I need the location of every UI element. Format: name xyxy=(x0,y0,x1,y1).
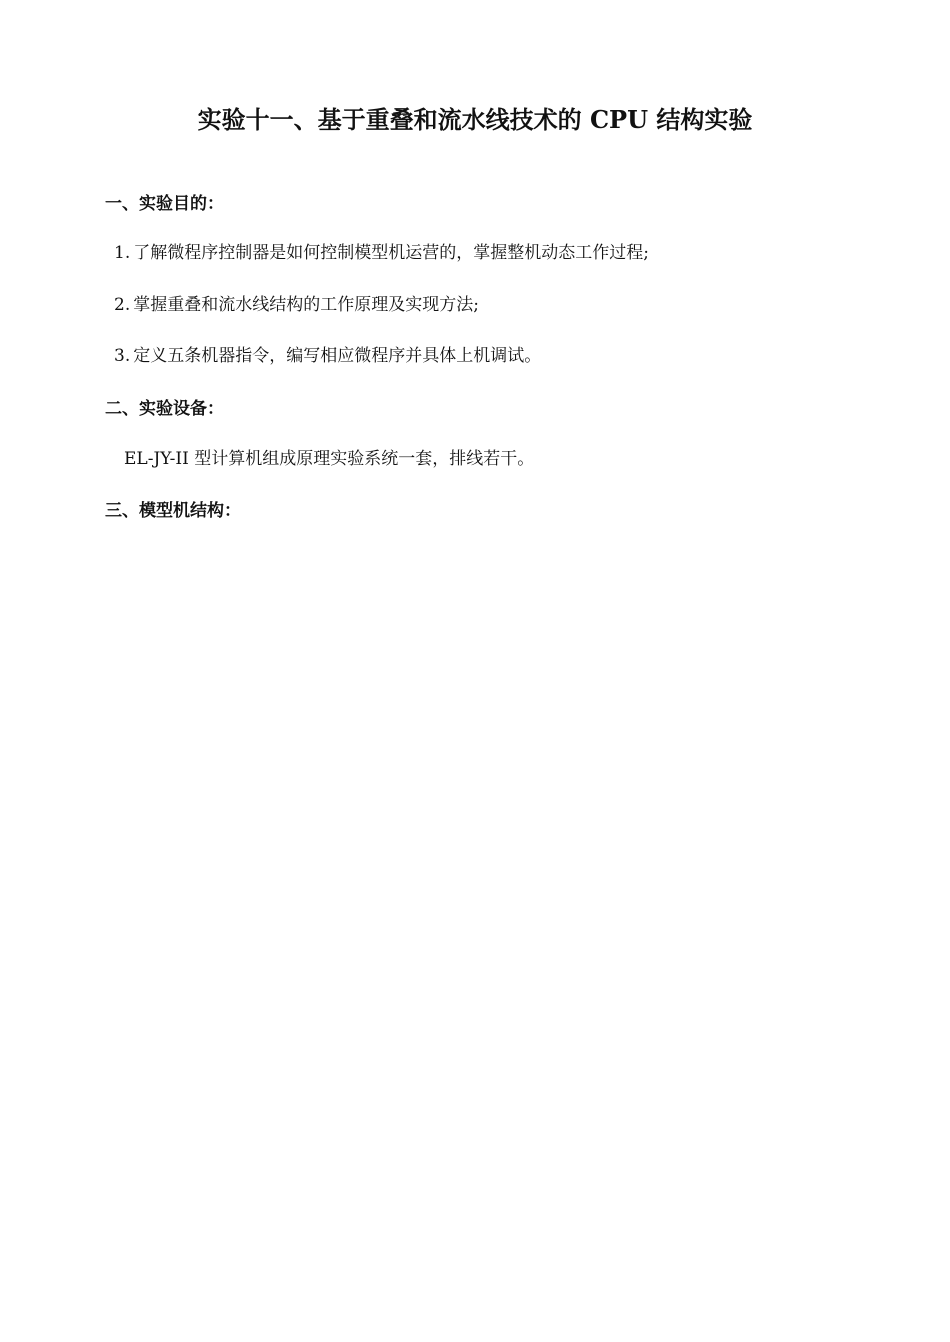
equipment-paragraph: EL-JY-II 型计算机组成原理实验系统一套，排线若干。 xyxy=(124,449,535,469)
list-item xyxy=(114,292,479,318)
section-heading-equipment: 二、实验设备： xyxy=(105,399,224,419)
list-item-number: 3. xyxy=(114,346,131,366)
list-item xyxy=(114,240,649,266)
section-heading-purpose: 一、实验目的： xyxy=(105,194,224,214)
list-item-text: 掌握重叠和流水线结构的工作原理及实现方法; xyxy=(133,295,479,315)
section-heading-model-structure: 三、模型机结构： xyxy=(105,501,241,521)
list-item-text: 定义五条机器指令，编写相应微程序并具体上机调试。 xyxy=(133,346,542,366)
list-item-number: 2. xyxy=(114,295,131,315)
list-item-text: 了解微程序控制器是如何控制模型机运营的，掌握整机动态工作过程; xyxy=(133,243,649,263)
document-title: 实验十一、基于重叠和流水线技术的 CPU 结构实验 xyxy=(197,105,753,134)
list-item-number: 1. xyxy=(114,243,131,263)
list-item xyxy=(114,343,541,369)
